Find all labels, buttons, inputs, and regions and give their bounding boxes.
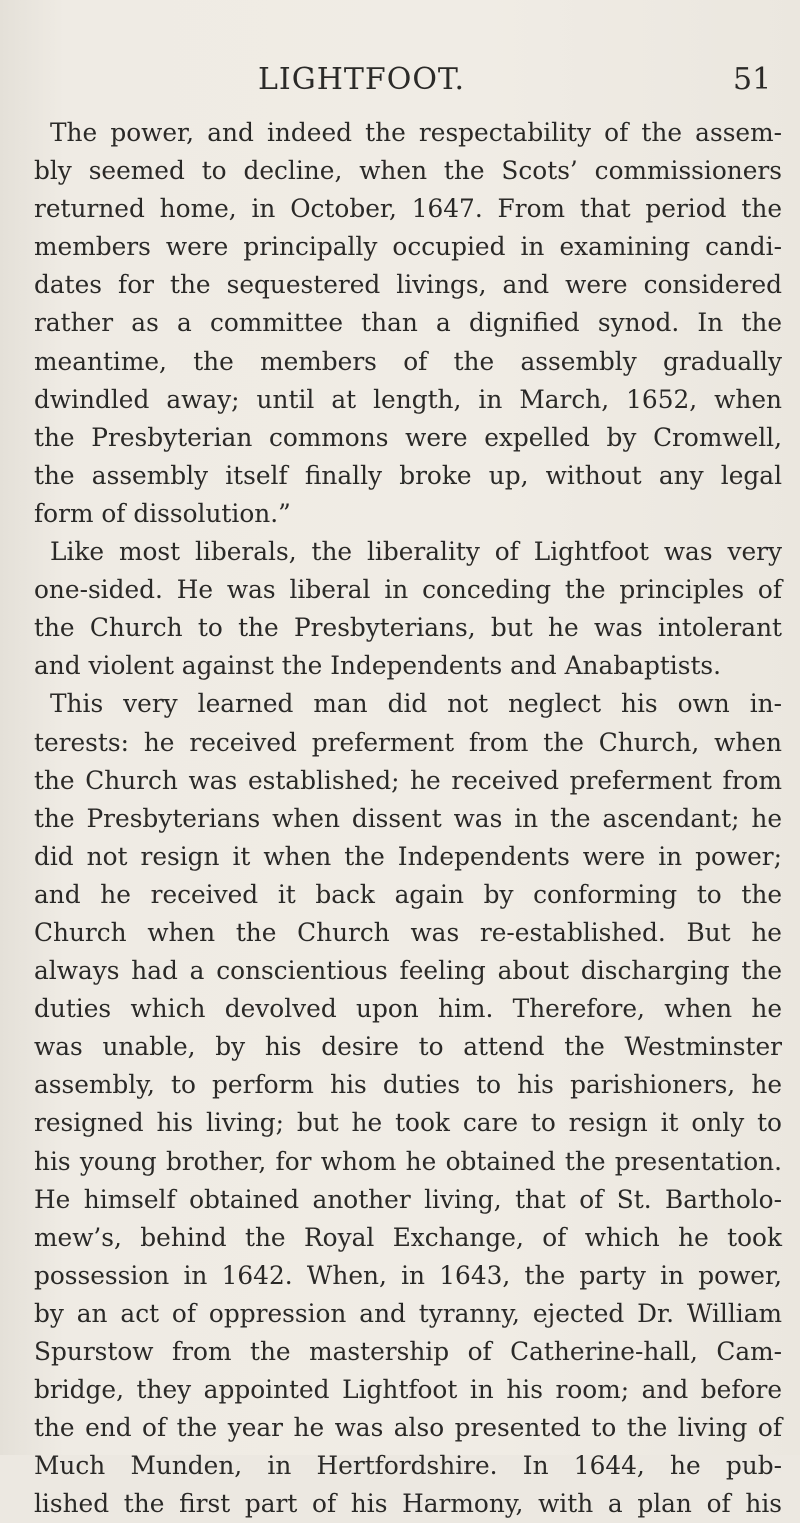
text-line: returned home, in October, 1647. From that period the [34,194,782,224]
text-line: Like most liberals, the liberality of Lightfoot was very [50,537,782,567]
text-line: terests: he received preferment from the Church, when [34,727,782,757]
text-line: the Presbyterian commons were expelled by Cromwell, [34,422,782,452]
text-line: the end of the year he was also presented to the living of [34,1413,782,1443]
text-line: possession in 1642. When, in 1643, the party in power, [34,1260,782,1290]
text-line: rather as a committee than a dignified synod. In the [34,308,782,338]
text-line: always had a conscientious feeling about discharging the [34,956,782,986]
text-line: Spurstow from the mastership of Catherine-hall, Cam- [34,1337,782,1366]
text-line: and violent against the Independents and Anabaptists. [34,651,722,681]
body-text [34,114,782,1523]
text-line: his young brother, for whom he obtained the presentation. [34,1146,782,1176]
text-line: dwindled away; until at length, in March, 1652, when [34,384,782,414]
running-head: LIGHTFOOT. [258,62,466,97]
text-line: This very learned man did not neglect his own in- [50,689,782,719]
text-line: mew’s, behind the Royal Exchange, of which he took [34,1222,782,1252]
text-line: He himself obtained another living, that of St. Bartholo- [34,1184,782,1214]
text-line: duties which devolved upon him. Therefore, when he [34,994,782,1024]
text-line: one-sided. He was liberal in conceding the principles of [34,575,782,605]
text-line: the Church to the Presbyterians, but he was intolerant [34,613,782,643]
page-number: 51 [733,62,772,97]
text-line: did not resign it when the Independents were in power; [34,841,782,871]
text-line: meantime, the members of the assembly gradually [34,346,782,376]
text-line: assembly, to perform his duties to his parishioners, he [34,1070,782,1100]
text-line: the Presbyterians when dissent was in the ascendant; he [34,803,782,833]
text-line: resigned his living; but he took care to resign it only to [34,1108,782,1138]
text-line: the assembly itself finally broke up, without any legal [34,460,782,490]
text-line: by an act of oppression and tyranny, ejected Dr. William [34,1298,782,1328]
text-line: Church when the Church was re-established. But he [34,917,782,947]
text-line: the Church was established; he received preferment from [34,765,782,795]
text-line: bly seemed to decline, when the Scots’ commissioners [34,156,782,186]
text-line: bridge, they appointed Lightfoot in his room; and before [34,1375,782,1405]
text-line: and he received it back again by conforming to the [34,879,782,909]
text-line: dates for the sequestered livings, and were considered [34,270,782,300]
text-line: The power, and indeed the respectability of the assem- [50,118,782,147]
text-line: Much Munden, in Hertfordshire. In 1644, he pub- [34,1451,782,1481]
text-line: was unable, by his desire to attend the Westminster [34,1032,782,1062]
page-header [0,62,800,102]
text-line: form of dissolution.” [34,498,291,528]
text-line: lished the first part of his Harmony, with a plan of his [34,1489,782,1519]
text-line: members were principally occupied in examining candi- [34,232,782,262]
